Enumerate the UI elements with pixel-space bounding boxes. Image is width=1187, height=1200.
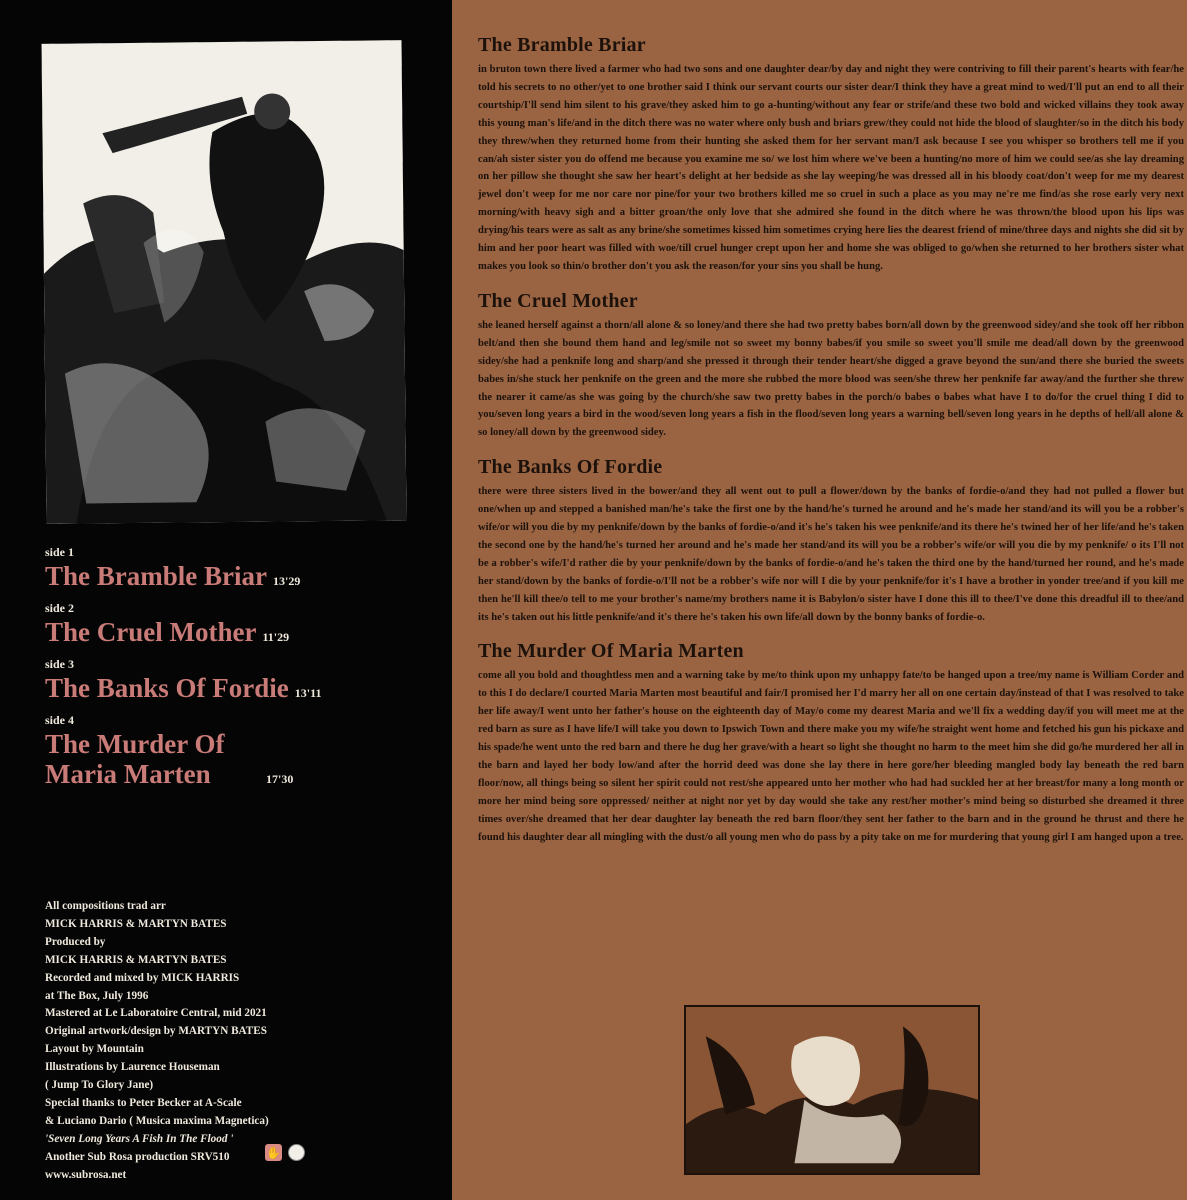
website-link[interactable]: www.subrosa.net — [45, 1168, 127, 1181]
credit-line: Original artwork/design by MARTYN BATES — [45, 1025, 267, 1038]
hand-logo-icon: ✋ — [266, 1145, 281, 1160]
song-section — [478, 640, 1184, 846]
track-list — [45, 545, 435, 799]
left-panel — [0, 0, 452, 1200]
credit-line: & Luciano Dario ( Musica maxima Magnetica) — [45, 1114, 269, 1127]
song-section — [478, 290, 1184, 442]
track-title: The Cruel Mother — [45, 617, 257, 647]
song-section — [478, 34, 1184, 276]
song-lyrics: there were three sisters lived in the bower/and they all went out to pull a flower/down by the banks of fordie-o/and they had not pulled a flower but one/when up and stepped a banished man/he's take the first one by the hand/he's turned he around and he's made her stand/and its will you be a robber's wife/or will you die by my penknife/down by the banks of fordie-o/and it's he's taken his wee penknife/and its there he's twined her of her life/and he's taken the second one by the hand/he's turned her around and he's made her stand/and its will you be a robber's wife/or will you die by my penknife/ o its I'll not be a robber's wife/I'd rather die by your penknife/down by the banks of fordie-o/and he's taken the third one by the hand/turned her round, and he's made her stand/down by the banks of fordie-o/I'll not be a robber's wife nor will I die by your penknife/for it's I have a brother in yonder tree/and if you kill me then he'll kill thee/o tell to me your brother's name/my brothers name it is Babylon/o sister have I done this ill to thee/I've done this dreadful ill to thee/and its he's taken out his little penknife/and it's there he's taken his own life/all down by the bonny banks of fordie-o. — [478, 486, 1184, 623]
side-label: side 4 — [45, 713, 75, 727]
track-title: The Bramble Briar — [45, 561, 267, 591]
credit-line: Recorded and mixed by MICK HARRIS — [45, 971, 240, 984]
credit-quote: 'Seven Long Years A Fish In The Flood ' — [45, 1132, 234, 1145]
track-duration: 13'29 — [272, 574, 301, 588]
track-duration: 17'30 — [266, 772, 294, 786]
song-title: The Cruel Mother — [478, 289, 638, 312]
bottom-illustration — [684, 1005, 980, 1175]
track-item — [45, 713, 435, 789]
track-item — [45, 657, 435, 703]
song-title: The Bramble Briar — [478, 34, 646, 56]
track-title: The Banks Of Fordie — [45, 673, 289, 703]
track-item — [45, 601, 435, 647]
lyrics-column — [478, 34, 1184, 861]
credit-line: Produced by — [45, 935, 106, 948]
track-duration: 11'29 — [262, 630, 290, 644]
side-label: side 3 — [45, 657, 75, 671]
song-lyrics: in bruton town there lived a farmer who had two sons and one daughter dear/by day and night they were contriving to fill their parent's hearts with fear/he told his secrets to no other/yet to one brother said I think our servant courts our sister dear/I think they have a great mind to wed/I'll put an end to all their courtship/I'll send him silent to his grave/they asked him to go a-hunting/without any fear or strife/and these two bold and wicked villains they took away this young man's life/and in the ditch there was no water where only bush and briars grew/they could not hide the blood of slaughter/so in the ditch his body they threw/when they returned home from their hunting she asked them for her servant man/I ask because I see you whisper so brothers tell me if you can/ah sister sister you do offend me because you examine me so/ we lost him where we've been a hunting/no more of him we could see/as she lay dreaming on her pillow she thought she saw her heart's delight at her bedside as she lay weeping/he was dressed all in his bloody coat/don't weep for me my dearest jewel don't weep for me nor care nor pine/for your two brothers killed me so cruel in such a place as you may ne're me find/as she rose early very next morning/with heavy sigh and a bitter groan/the only love that she admired she found in the ditch where he was thrown/the blood upon his lips was drying/his tears were as salt as any brine/she sometimes kissed him sometimes crying here lies the dearest friend of mine/three days and nights she did sit by him and her poor heart was filled with woe/till cruel hunger crept upon her and home she was obliged to go/when she returned to her brothers sister what makes you look so thin/o brother don't you ask the reason/for your sins you shall be hung. — [478, 64, 1184, 272]
cover-illustration — [41, 40, 406, 524]
song-lyrics: she leaned herself against a thorn/all alone & so loney/and there she had two pretty babes born/all down by the greenwood sidey/and she took off her ribbon belt/and then she bound them hand and leg/smile not so sweet my bonny babes/if you smile so sweet you'll smile me dead/all down by the greenwood sidey/she had a penknife long and sharp/and she pressed it through their tender heart/she digged a grave beyond the sun/and there she buried the sweets babes in/she stuck her penknife on the green and the more she rubbed the more blood was seen/she threw her penknife far away/and the further she threw the nearer it came/as she was going by the church/she saw two pretty babes in the porch/o babes o babes what have I to do/for the cruel thing I did to you/seven long years a bird in the wood/seven long years a fish in the flood/seven long years a warning bell/seven long years in he depths of hell/all alone & so loney/all down by the greenwood sidey. — [478, 319, 1184, 439]
credit-line: All compositions trad arr — [45, 900, 166, 912]
track-item — [45, 545, 435, 591]
track-duration: 13'11 — [294, 686, 322, 700]
right-panel — [452, 0, 1187, 1200]
credit-line: Mastered at Le Laboratoire Central, mid 2021 — [45, 1007, 267, 1020]
credit-line: Another Sub Rosa production SRV510 — [45, 1150, 230, 1163]
credit-line: Illustrations by Laurence Houseman — [45, 1061, 220, 1074]
side-label: side 1 — [45, 545, 75, 559]
song-title: The Murder Of Maria Marten — [478, 640, 744, 663]
credit-line: MICK HARRIS & MARTYN BATES — [45, 917, 227, 930]
label-logos — [265, 1144, 305, 1161]
credit-line: Special thanks to Peter Becker at A-Scale — [45, 1096, 242, 1109]
credit-line: ( Jump To Glory Jane) — [45, 1079, 154, 1092]
credits-block — [45, 898, 425, 1185]
credit-line: at The Box, July 1996 — [45, 989, 149, 1002]
credit-line: MICK HARRIS & MARTYN BATES — [45, 953, 227, 966]
side-label: side 2 — [45, 601, 75, 615]
song-section — [478, 456, 1184, 626]
sub-rosa-logo-icon — [288, 1144, 305, 1161]
song-title: The Banks Of Fordie — [478, 456, 663, 479]
track-title: The Murder Of Maria Marten — [45, 729, 225, 789]
song-lyrics: come all you bold and thoughtless men and a warning take by me/to think upon my unhappy fate/to be hanged upon a tree/my name is William Corder and to this I do declare/I courted Maria Marten most beautiful and fair/I promised her I'd marry her all on one certain day/instead of that I was resolved to take her life away/I went unto her father's house on the eighteenth day of May/o come my dearest Maria and we'll fix a wedding day/if you will meet me at the red barn as sure as I have life/I will take you down to Ipswich Town and there make you my wife/he straight went home and fetched his gun his pickaxe and his spade/he went unto the red barn and there he dug her grave/with a heart so light she thought no harm to the meet him she did go/he murdered her all in the barn and layed her body low/and after the horrid deed was done she lay there in here gore/her bleeding mangled body lay beneath the red barn floor/now, all things being so silent her spirit could not rest/she appeared unto her mother who had had suckled her at her breast/for many a long month or more her mind being sore oppressed/ neither at night nor yet by day would she take any rest/her mother's mind being so disturbed she dreamed it three times over/she dreamed that her dear daughter lay beneath the red barn floor/they sent her father to the barn and in the ground he thrust and there he found his daughter dear all mingling with the dust/o all young men who do pass by a pity take on me for murdering that young girl I am hanged upon a tree. — [478, 670, 1184, 843]
credit-line: Layout by Mountain — [45, 1043, 144, 1056]
